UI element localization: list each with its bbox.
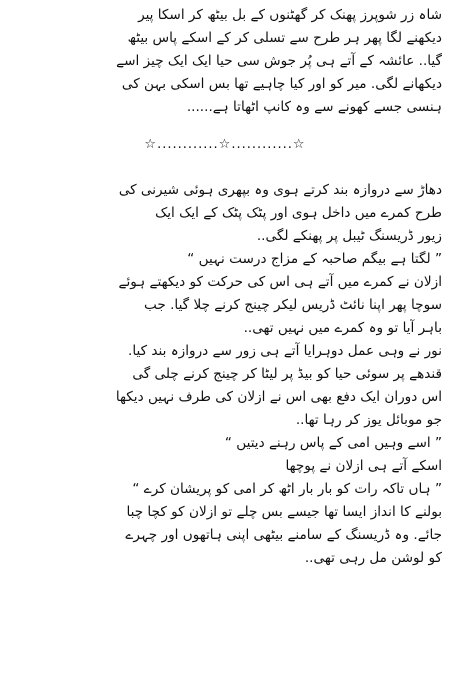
text-line: ” لگتا ہے بیگم صاحبہ کے مزاج درست نہیں “ bbox=[187, 251, 442, 267]
text-line: زیور ڈریسنگ ٹیبل پر پھنکے لگی.. bbox=[256, 228, 442, 244]
text-line: کو لوشن مل رہی تھی.. bbox=[304, 550, 442, 566]
paragraph-2 bbox=[8, 179, 442, 248]
text-line: گیا.. عائشہ کے آتے ہی پُر جوش سی حیا ایک ایک چیز اسے bbox=[116, 53, 442, 69]
text-line: دیکھنے لگا پھر ہر طرح سے تسلی کر کے اسکے پاس بیٹھ bbox=[127, 30, 442, 46]
text-line: طرح کمرے میں داخل ہوی اور پٹک پٹک کے ایک ایک bbox=[155, 205, 442, 221]
spacer bbox=[8, 157, 442, 179]
text-line: بولنے کا انداز ایسا تھا جیسے بس چلے تو ازلان کو کچا چبا bbox=[126, 504, 442, 520]
text-line: ازلان نے کمرے میں آتے ہی اس کی حرکت کو دیکھتے ہوئے bbox=[118, 274, 442, 290]
paragraph-4 bbox=[8, 340, 442, 432]
paragraph-5 bbox=[8, 432, 442, 570]
paragraph-1 bbox=[8, 4, 442, 119]
text-line: دیکھانے لگی. میر کو اور کیا چاہیے تھا بس اسکی بہن کی bbox=[121, 76, 442, 92]
spacer bbox=[8, 119, 442, 133]
scene-divider: ☆............☆............☆ bbox=[144, 137, 306, 152]
text-line: جائے. وہ ڈریسنگ کے سامنے بیٹھی اپنی ہاتھوں اور چہرے bbox=[125, 527, 442, 543]
text-line: سوچا پھر اپنا نائٹ ڈریس لیکر چینج کرنے چلا گیا. جب bbox=[144, 297, 442, 313]
text-line: نور نے وہی عمل دوہرایا آتے ہی زور سے دروازہ بند کیا. bbox=[128, 343, 442, 359]
text-line: ” ہاں تاکہ رات کو بار بار اٹھ کر امی کو پریشان کرے “ bbox=[132, 481, 442, 497]
text-line: جو موبائل یوز کر رہا تھا.. bbox=[295, 412, 442, 428]
text-line: اس دوران ایک دفع بھی اس نے ازلان کی طرف نہیں دیکھا bbox=[115, 389, 442, 405]
text-line: باہر آیا تو وہ کمرے میں نہیں تھی.. bbox=[243, 320, 442, 336]
text-line: قندھے پر سوئی حیا کو بیڈ پر لیٹا کر چینج کرنے چلی گی bbox=[132, 366, 442, 382]
text-line: ہنسی جسے کھونے سے وہ کانپ اٹھاتا ہے...... bbox=[186, 99, 442, 115]
text-line: ” اسے وہیں امی کے پاس رہنے دیتیں “ bbox=[224, 435, 442, 451]
paragraph-3 bbox=[8, 248, 442, 340]
text-line: اسکے آتے ہی ازلان نے پوچھا bbox=[285, 458, 442, 474]
text-line: شاہ زر شوپرز پھنک کر گھٹنوں کے بل بیٹھ کر اسکا پیر bbox=[138, 7, 442, 23]
text-line: دھاڑ سے دروازہ بند کرتے ہوی وہ بپھری ہوئی شیرنی کی bbox=[118, 182, 442, 198]
